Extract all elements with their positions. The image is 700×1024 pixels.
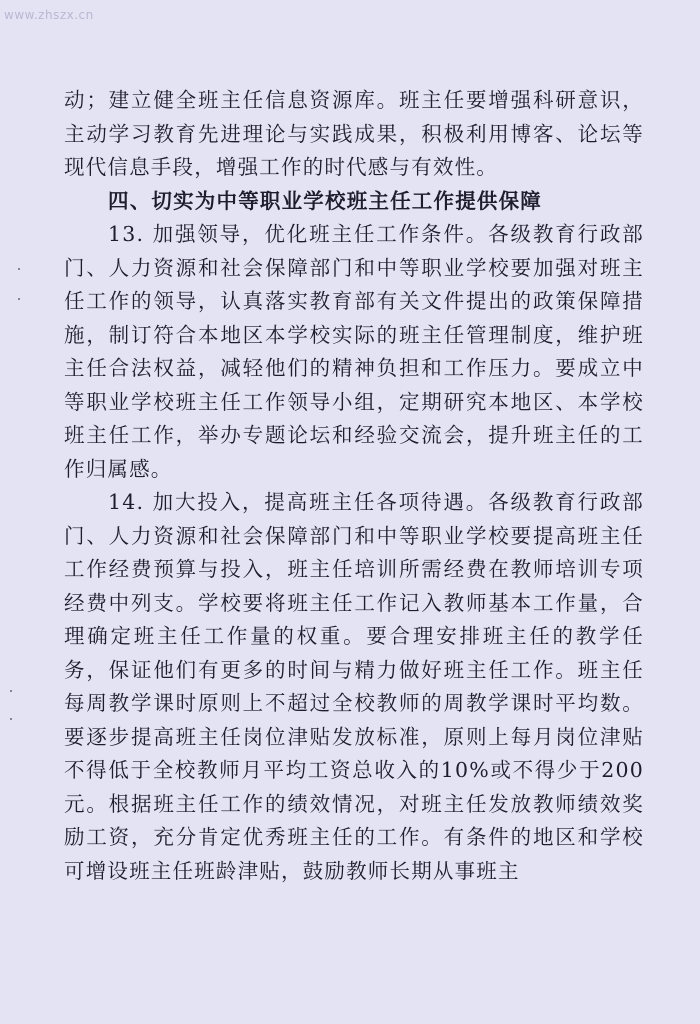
- document-page: [64, 84, 644, 888]
- binding-hole-mark: [18, 268, 20, 270]
- binding-hole-mark: [18, 298, 20, 300]
- paragraph-item-13: 13. 加强领导，优化班主任工作条件。各级教育行政部门、人力资源和社会保障部门和中等职业学校要加强对班主任工作的领导，认真落实教育部有关文件提出的政策保障措施，制订符合本地区本学校实际的班主任管理制度，维护班主任合法权益，减轻他们的精神负担和工作压力。要成立中等职业学校班主任工作领导小组，定期研究本地区、本学校班主任工作，举办专题论坛和经验交流会，提升班主任的工作归属感。: [64, 222, 644, 481]
- paragraph-item-14: 14. 加大投入，提高班主任各项待遇。各级教育行政部门、人力资源和社会保障部门和中等职业学校要提高班主任工作经费预算与投入，班主任培训所需经费在教师培训专项经费中列支。学校要将班主任工作记入教师基本工作量，合理确定班主任工作量的权重。要合理安排班主任的教学任务，保证他们有更多的时间与精力做好班主任工作。班主任每周教学课时原则上不超过全校教师的周教学课时平均数。要逐步提高班主任岗位津贴发放标准，原则上每月岗位津贴不得低于全校教师月平均工资总收入的10%或不得少于200元。根据班主任工作的绩效情况，对班主任发放教师绩效奖励工资，充分肯定优秀班主任的工作。有条件的地区和学校可增设班主任班龄津贴，鼓励教师长期从事班主: [64, 490, 644, 883]
- binding-hole-mark: [10, 690, 12, 692]
- section-heading: 四、切实为中等职业学校班主任工作提供保障: [108, 188, 542, 213]
- watermark: www.zhszx.cn: [4, 8, 94, 22]
- paragraph-continuation: 动；建立健全班主任信息资源库。班主任要增强科研意识，主动学习教育先进理论与实践成果，积极利用博客、论坛等现代信息手段，增强工作的时代感与有效性。: [64, 88, 644, 179]
- binding-hole-mark: [10, 718, 12, 720]
